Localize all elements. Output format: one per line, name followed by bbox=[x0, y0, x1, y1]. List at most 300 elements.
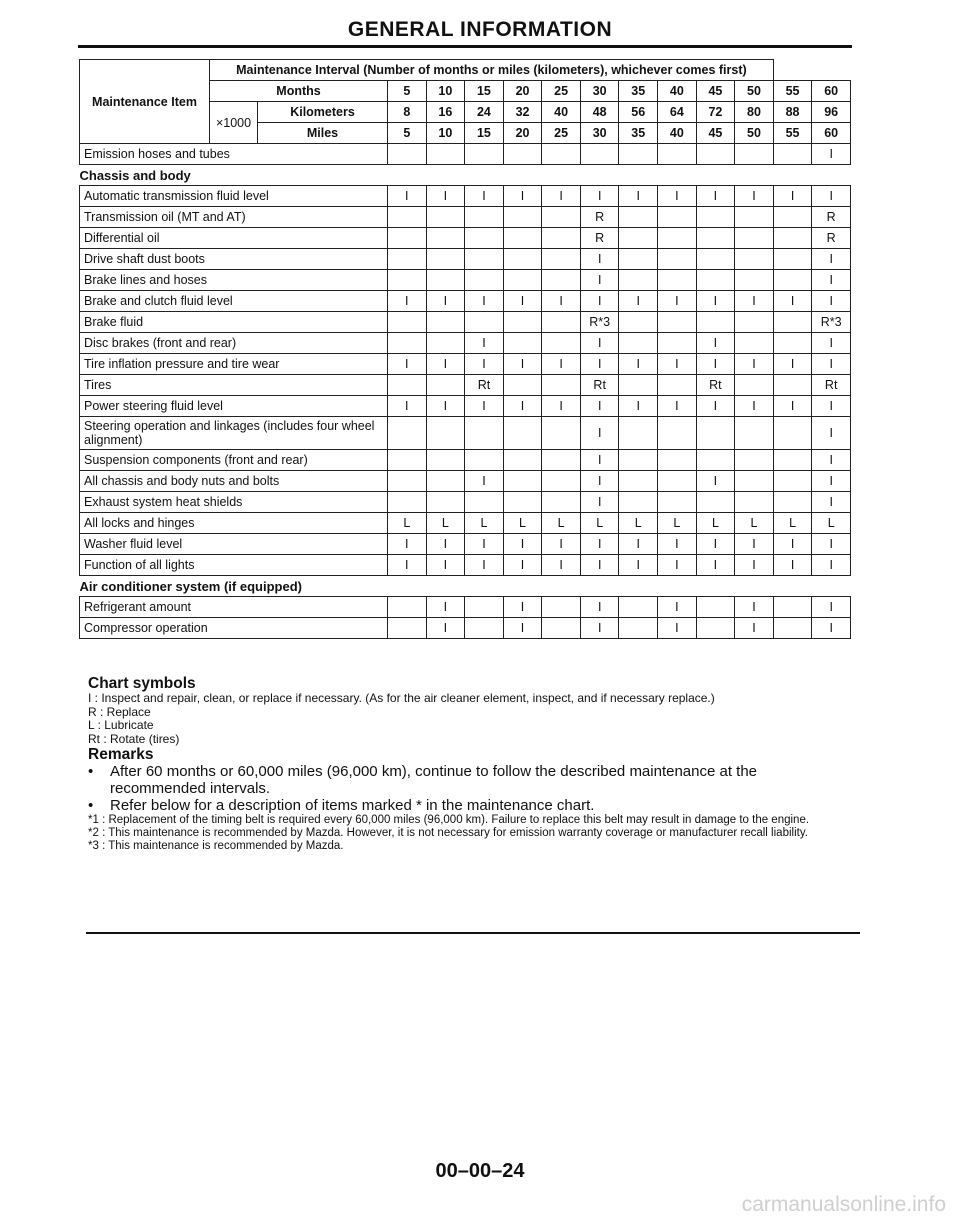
interval-cell bbox=[658, 249, 697, 270]
miles-value: 60 bbox=[812, 123, 851, 144]
maintenance-item-name: Disc brakes (front and rear) bbox=[80, 333, 388, 354]
interval-cell bbox=[619, 228, 658, 249]
miles-label: Miles bbox=[258, 123, 388, 144]
maintenance-item-name: Brake and clutch fluid level bbox=[80, 291, 388, 312]
interval-cell bbox=[696, 417, 735, 450]
interval-cell: I bbox=[465, 471, 504, 492]
interval-cell: I bbox=[580, 396, 619, 417]
interval-cell bbox=[619, 471, 658, 492]
interval-cell: R bbox=[580, 228, 619, 249]
section-header-row bbox=[80, 165, 851, 186]
interval-cell bbox=[619, 450, 658, 471]
table-row bbox=[80, 207, 851, 228]
interval-cell bbox=[735, 375, 774, 396]
interval-cell: I bbox=[426, 618, 465, 639]
interval-cell bbox=[619, 249, 658, 270]
interval-cell bbox=[426, 375, 465, 396]
interval-cell bbox=[619, 375, 658, 396]
interval-cell: I bbox=[580, 249, 619, 270]
interval-cell: I bbox=[580, 450, 619, 471]
interval-cell bbox=[696, 249, 735, 270]
interval-cell: I bbox=[388, 396, 427, 417]
interval-cell bbox=[426, 270, 465, 291]
interval-cell bbox=[773, 597, 812, 618]
interval-cell bbox=[696, 270, 735, 291]
interval-cell bbox=[658, 375, 697, 396]
interval-cell bbox=[773, 228, 812, 249]
interval-cell: L bbox=[503, 513, 542, 534]
interval-cell bbox=[773, 450, 812, 471]
interval-cell bbox=[773, 471, 812, 492]
maintenance-item-header bbox=[80, 60, 210, 144]
interval-header: Maintenance Interval (Number of months or miles (kilometers), whichever comes first) bbox=[210, 60, 774, 81]
interval-cell bbox=[426, 417, 465, 450]
interval-cell: I bbox=[735, 534, 774, 555]
interval-cell: L bbox=[696, 513, 735, 534]
maintenance-item-name: Brake fluid bbox=[80, 312, 388, 333]
interval-cell: I bbox=[580, 597, 619, 618]
interval-cell: I bbox=[580, 291, 619, 312]
interval-cell: I bbox=[735, 291, 774, 312]
miles-value: 40 bbox=[658, 123, 697, 144]
remark-text: Refer below for a description of items marked * in the maintenance chart. bbox=[110, 797, 595, 814]
miles-value: 20 bbox=[503, 123, 542, 144]
maintenance-item-name: Differential oil bbox=[80, 228, 388, 249]
miles-value: 30 bbox=[580, 123, 619, 144]
interval-cell bbox=[735, 492, 774, 513]
interval-cell bbox=[658, 417, 697, 450]
interval-cell bbox=[542, 618, 581, 639]
section-title: Air conditioner system (if equipped) bbox=[80, 576, 851, 597]
interval-cell: I bbox=[773, 291, 812, 312]
interval-cell bbox=[465, 207, 504, 228]
interval-cell: I bbox=[812, 354, 851, 375]
interval-cell bbox=[658, 312, 697, 333]
maintenance-item-name: All locks and hinges bbox=[80, 513, 388, 534]
interval-cell: I bbox=[812, 186, 851, 207]
kilometers-value: 16 bbox=[426, 102, 465, 123]
interval-cell: I bbox=[465, 333, 504, 354]
footnote: *1 : Replacement of the timing belt is required every 60,000 miles (96,000 km). Failure to replace this belt may result in damage to the engine. bbox=[88, 814, 810, 826]
interval-cell bbox=[658, 270, 697, 291]
miles-value: 15 bbox=[465, 123, 504, 144]
miles-value: 45 bbox=[696, 123, 735, 144]
section-header-row bbox=[80, 576, 851, 597]
interval-cell: I bbox=[735, 618, 774, 639]
maintenance-item-name: Automatic transmission fluid level bbox=[80, 186, 388, 207]
interval-cell bbox=[388, 417, 427, 450]
miles-value: 55 bbox=[773, 123, 812, 144]
interval-cell: I bbox=[542, 396, 581, 417]
interval-cell: I bbox=[812, 291, 851, 312]
multiplier-label: ×1000 bbox=[210, 102, 258, 144]
interval-cell bbox=[658, 228, 697, 249]
remark-bullet bbox=[88, 763, 848, 797]
interval-cell: I bbox=[696, 354, 735, 375]
legend-and-remarks bbox=[88, 675, 848, 853]
kilometers-value: 56 bbox=[619, 102, 658, 123]
title-rule bbox=[78, 45, 852, 48]
interval-cell bbox=[696, 450, 735, 471]
interval-cell bbox=[696, 312, 735, 333]
interval-cell: I bbox=[658, 597, 697, 618]
months-value: 40 bbox=[658, 81, 697, 102]
maintenance-item-name: Drive shaft dust boots bbox=[80, 249, 388, 270]
interval-cell: L bbox=[465, 513, 504, 534]
interval-cell: I bbox=[812, 471, 851, 492]
interval-cell: I bbox=[658, 555, 697, 576]
chart-symbol-item: Rt : Rotate (tires) bbox=[88, 731, 180, 746]
interval-cell: I bbox=[812, 618, 851, 639]
table-row bbox=[80, 417, 851, 450]
interval-cell bbox=[735, 312, 774, 333]
interval-cell bbox=[773, 333, 812, 354]
chart-symbols-list bbox=[88, 692, 848, 746]
interval-cell bbox=[619, 618, 658, 639]
interval-cell: I bbox=[465, 534, 504, 555]
interval-cell: I bbox=[426, 291, 465, 312]
interval-cell: I bbox=[619, 291, 658, 312]
watermark: carmanualsonline.info bbox=[741, 1193, 946, 1216]
interval-cell bbox=[388, 228, 427, 249]
maintenance-item-name: Tires bbox=[80, 375, 388, 396]
interval-cell bbox=[735, 270, 774, 291]
interval-cell bbox=[503, 450, 542, 471]
interval-cell bbox=[426, 312, 465, 333]
interval-cell bbox=[619, 333, 658, 354]
interval-cell: I bbox=[503, 555, 542, 576]
interval-cell bbox=[658, 207, 697, 228]
interval-cell bbox=[465, 450, 504, 471]
kilometers-value: 96 bbox=[812, 102, 851, 123]
interval-cell bbox=[773, 249, 812, 270]
interval-cell bbox=[388, 270, 427, 291]
interval-cell: I bbox=[503, 396, 542, 417]
interval-cell: I bbox=[465, 555, 504, 576]
interval-cell bbox=[542, 597, 581, 618]
interval-cell bbox=[542, 312, 581, 333]
interval-cell: I bbox=[542, 534, 581, 555]
interval-cell bbox=[773, 207, 812, 228]
interval-cell bbox=[503, 471, 542, 492]
interval-cell bbox=[465, 618, 504, 639]
interval-cell bbox=[388, 492, 427, 513]
interval-cell: I bbox=[696, 555, 735, 576]
interval-cell: I bbox=[696, 396, 735, 417]
interval-cell bbox=[465, 249, 504, 270]
page-number: 00–00–24 bbox=[435, 1160, 525, 1182]
interval-cell bbox=[503, 207, 542, 228]
maintenance-item-name: All chassis and body nuts and bolts bbox=[80, 471, 388, 492]
interval-cell bbox=[388, 450, 427, 471]
chart-symbols-title: Chart symbols bbox=[88, 675, 196, 692]
miles-value: 5 bbox=[388, 123, 427, 144]
interval-cell bbox=[542, 375, 581, 396]
maintenance-item-name: Function of all lights bbox=[80, 555, 388, 576]
interval-cell bbox=[388, 144, 427, 165]
table-row bbox=[80, 312, 851, 333]
interval-cell: I bbox=[812, 270, 851, 291]
interval-cell bbox=[542, 471, 581, 492]
interval-cell bbox=[773, 270, 812, 291]
interval-cell: I bbox=[619, 555, 658, 576]
interval-cell: I bbox=[465, 354, 504, 375]
interval-cell bbox=[542, 228, 581, 249]
interval-cell bbox=[773, 375, 812, 396]
interval-cell: I bbox=[773, 186, 812, 207]
chart-symbol-item: R : Replace bbox=[88, 704, 151, 719]
interval-cell: L bbox=[812, 513, 851, 534]
interval-cell bbox=[426, 249, 465, 270]
interval-cell bbox=[773, 312, 812, 333]
interval-cell bbox=[388, 597, 427, 618]
interval-cell: I bbox=[465, 396, 504, 417]
maintenance-chart bbox=[79, 59, 851, 639]
interval-cell bbox=[735, 249, 774, 270]
remarks-title: Remarks bbox=[88, 746, 154, 763]
interval-cell bbox=[658, 450, 697, 471]
interval-cell bbox=[503, 228, 542, 249]
maintenance-item-name: Power steering fluid level bbox=[80, 396, 388, 417]
interval-cell: R*3 bbox=[812, 312, 851, 333]
interval-cell bbox=[619, 270, 658, 291]
interval-cell bbox=[735, 417, 774, 450]
interval-cell bbox=[388, 333, 427, 354]
interval-cell: I bbox=[812, 396, 851, 417]
months-value: 30 bbox=[580, 81, 619, 102]
interval-cell: I bbox=[812, 555, 851, 576]
interval-cell bbox=[388, 207, 427, 228]
interval-cell bbox=[696, 207, 735, 228]
interval-cell: I bbox=[658, 534, 697, 555]
interval-cell: I bbox=[503, 186, 542, 207]
interval-cell: I bbox=[812, 534, 851, 555]
bottom-rule bbox=[86, 932, 860, 934]
interval-cell: I bbox=[580, 186, 619, 207]
maintenance-item-name: Washer fluid level bbox=[80, 534, 388, 555]
interval-cell: I bbox=[503, 534, 542, 555]
interval-cell: I bbox=[503, 597, 542, 618]
months-value: 60 bbox=[812, 81, 851, 102]
interval-cell: Rt bbox=[696, 375, 735, 396]
interval-cell bbox=[696, 597, 735, 618]
interval-cell: R bbox=[812, 228, 851, 249]
interval-cell bbox=[388, 249, 427, 270]
kilometers-value: 48 bbox=[580, 102, 619, 123]
interval-cell: I bbox=[465, 291, 504, 312]
interval-cell: I bbox=[773, 396, 812, 417]
interval-cell bbox=[426, 471, 465, 492]
interval-cell bbox=[465, 417, 504, 450]
maintenance-item-name: Brake lines and hoses bbox=[80, 270, 388, 291]
table-row bbox=[80, 471, 851, 492]
table-row bbox=[80, 291, 851, 312]
interval-cell bbox=[503, 492, 542, 513]
interval-cell: I bbox=[580, 618, 619, 639]
table-row bbox=[80, 492, 851, 513]
interval-cell bbox=[426, 492, 465, 513]
interval-cell: I bbox=[658, 186, 697, 207]
kilometers-label: Kilometers bbox=[258, 102, 388, 123]
months-value: 20 bbox=[503, 81, 542, 102]
interval-cell bbox=[542, 333, 581, 354]
page-title: GENERAL INFORMATION bbox=[347, 18, 613, 41]
interval-cell bbox=[465, 228, 504, 249]
interval-cell bbox=[465, 270, 504, 291]
interval-cell bbox=[503, 333, 542, 354]
interval-cell: I bbox=[388, 186, 427, 207]
months-value: 50 bbox=[735, 81, 774, 102]
interval-cell: I bbox=[735, 396, 774, 417]
remarks-bullets bbox=[88, 763, 848, 814]
miles-value: 35 bbox=[619, 123, 658, 144]
interval-cell: R bbox=[812, 207, 851, 228]
interval-cell bbox=[735, 450, 774, 471]
maintenance-item-name: Compressor operation bbox=[80, 618, 388, 639]
interval-cell: R bbox=[580, 207, 619, 228]
interval-cell bbox=[735, 333, 774, 354]
interval-cell bbox=[465, 597, 504, 618]
interval-cell: L bbox=[388, 513, 427, 534]
interval-cell: R*3 bbox=[580, 312, 619, 333]
table-row bbox=[80, 375, 851, 396]
interval-cell bbox=[658, 333, 697, 354]
interval-cell: Rt bbox=[580, 375, 619, 396]
interval-cell bbox=[465, 144, 504, 165]
interval-cell: I bbox=[426, 186, 465, 207]
bullet-icon: • bbox=[88, 797, 94, 814]
kilometers-value: 88 bbox=[773, 102, 812, 123]
interval-cell bbox=[426, 333, 465, 354]
interval-cell bbox=[388, 618, 427, 639]
interval-cell bbox=[503, 417, 542, 450]
months-value: 5 bbox=[388, 81, 427, 102]
interval-cell: I bbox=[812, 492, 851, 513]
interval-cell bbox=[426, 144, 465, 165]
table-row bbox=[80, 144, 851, 165]
interval-cell: I bbox=[580, 555, 619, 576]
interval-cell: I bbox=[580, 417, 619, 450]
interval-cell: I bbox=[696, 471, 735, 492]
table-row bbox=[80, 354, 851, 375]
interval-cell: L bbox=[542, 513, 581, 534]
interval-cell bbox=[773, 417, 812, 450]
interval-cell: I bbox=[812, 333, 851, 354]
interval-cell bbox=[542, 144, 581, 165]
kilometers-value: 80 bbox=[735, 102, 774, 123]
interval-cell bbox=[696, 492, 735, 513]
interval-cell bbox=[773, 144, 812, 165]
interval-cell: I bbox=[580, 333, 619, 354]
table-row bbox=[80, 270, 851, 291]
maintenance-item-name: Suspension components (front and rear) bbox=[80, 450, 388, 471]
interval-cell: I bbox=[580, 471, 619, 492]
months-value: 15 bbox=[465, 81, 504, 102]
interval-cell: I bbox=[426, 396, 465, 417]
interval-cell bbox=[542, 417, 581, 450]
interval-cell: I bbox=[388, 534, 427, 555]
interval-cell: I bbox=[503, 354, 542, 375]
interval-cell bbox=[696, 618, 735, 639]
months-label: Months bbox=[210, 81, 388, 102]
interval-cell: I bbox=[619, 354, 658, 375]
bullet-icon: • bbox=[88, 763, 94, 780]
interval-cell bbox=[426, 207, 465, 228]
interval-cell: I bbox=[812, 144, 851, 165]
table-row bbox=[80, 618, 851, 639]
interval-cell: L bbox=[580, 513, 619, 534]
interval-cell: I bbox=[580, 492, 619, 513]
interval-cell bbox=[696, 144, 735, 165]
interval-cell: L bbox=[773, 513, 812, 534]
interval-cell bbox=[503, 375, 542, 396]
table-row bbox=[80, 597, 851, 618]
interval-cell: I bbox=[542, 291, 581, 312]
interval-cell bbox=[542, 492, 581, 513]
maintenance-item-name: Steering operation and linkages (includes four wheel alignment) bbox=[80, 417, 388, 450]
interval-cell: I bbox=[426, 354, 465, 375]
interval-cell: I bbox=[542, 354, 581, 375]
table-row bbox=[80, 228, 851, 249]
interval-cell bbox=[619, 597, 658, 618]
months-value: 45 bbox=[696, 81, 735, 102]
interval-cell: L bbox=[426, 513, 465, 534]
miles-value: 25 bbox=[542, 123, 581, 144]
table-row bbox=[80, 513, 851, 534]
interval-cell bbox=[735, 471, 774, 492]
table-row bbox=[80, 333, 851, 354]
interval-cell: L bbox=[735, 513, 774, 534]
interval-cell: I bbox=[388, 555, 427, 576]
months-value: 25 bbox=[542, 81, 581, 102]
footnote: *2 : This maintenance is recommended by Mazda. However, it is not necessary for emission warranty coverage or manufacturer recall liability. bbox=[88, 827, 808, 839]
interval-cell bbox=[658, 471, 697, 492]
interval-cell bbox=[773, 492, 812, 513]
interval-cell: I bbox=[773, 555, 812, 576]
interval-cell bbox=[735, 228, 774, 249]
kilometers-value: 72 bbox=[696, 102, 735, 123]
interval-cell bbox=[388, 375, 427, 396]
interval-cell: I bbox=[735, 186, 774, 207]
interval-cell bbox=[503, 249, 542, 270]
kilometers-value: 32 bbox=[503, 102, 542, 123]
interval-cell bbox=[542, 249, 581, 270]
interval-cell bbox=[542, 270, 581, 291]
interval-cell: L bbox=[658, 513, 697, 534]
miles-value: 10 bbox=[426, 123, 465, 144]
table-row bbox=[80, 450, 851, 471]
interval-cell bbox=[773, 618, 812, 639]
interval-cell bbox=[619, 144, 658, 165]
interval-cell: I bbox=[735, 555, 774, 576]
interval-cell bbox=[735, 207, 774, 228]
interval-cell: I bbox=[388, 354, 427, 375]
kilometers-value: 40 bbox=[542, 102, 581, 123]
interval-cell: I bbox=[580, 354, 619, 375]
interval-cell: I bbox=[503, 291, 542, 312]
maintenance-table bbox=[79, 59, 851, 639]
interval-cell bbox=[580, 144, 619, 165]
interval-cell: I bbox=[735, 354, 774, 375]
maintenance-item-name: Tire inflation pressure and tire wear bbox=[80, 354, 388, 375]
interval-cell bbox=[735, 144, 774, 165]
interval-cell bbox=[658, 492, 697, 513]
interval-cell: I bbox=[465, 186, 504, 207]
interval-cell: I bbox=[658, 291, 697, 312]
chart-symbol-item: L : Lubricate bbox=[88, 718, 154, 732]
interval-cell: I bbox=[812, 249, 851, 270]
interval-cell: I bbox=[696, 534, 735, 555]
